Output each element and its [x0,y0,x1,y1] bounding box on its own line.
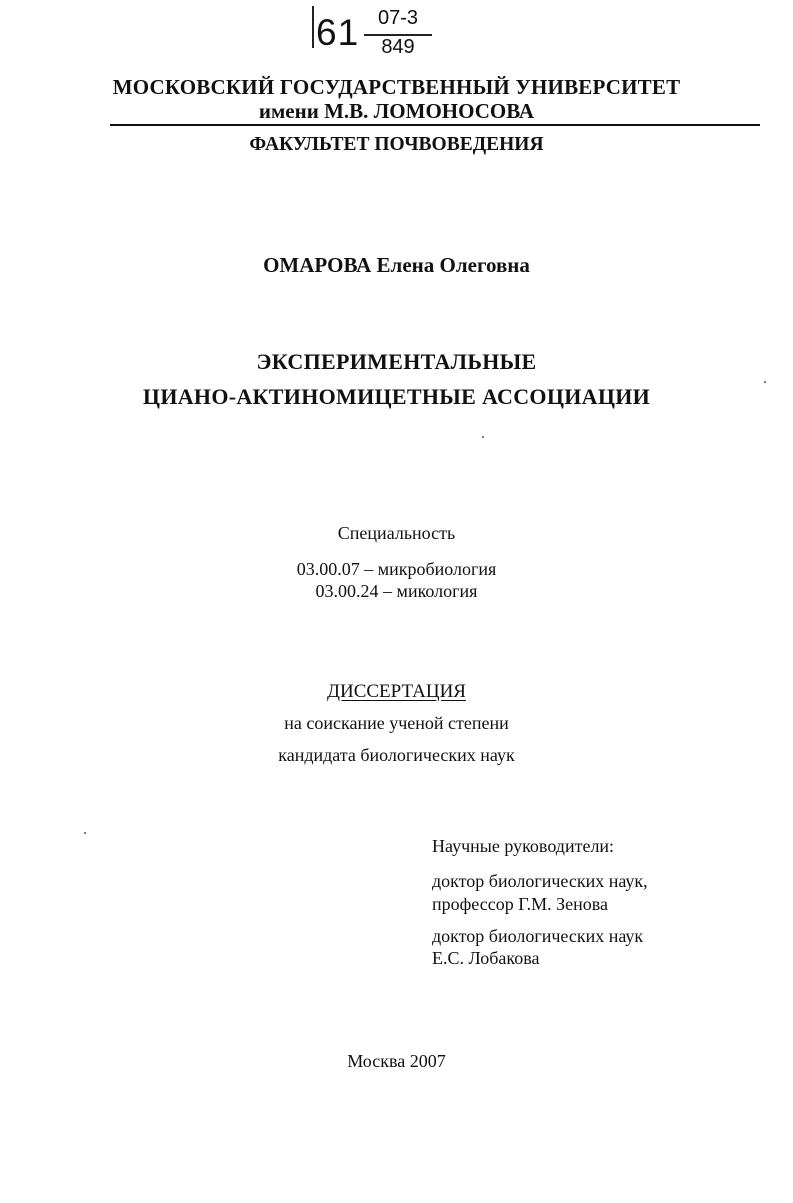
thesis-title-line-2: ЦИАНО-АКТИНОМИЦЕТНЫЕ АССОЦИАЦИИ [142,384,651,409]
advisor-degree: доктор биологических наук, [432,871,648,891]
scan-speck [84,832,86,834]
dissertation-label: ДИССЕРТАЦИЯ [327,681,466,702]
scan-speck [764,381,766,383]
advisor-degree: доктор биологических наук [432,926,644,946]
header-divider [110,124,760,126]
faculty-name: ФАКУЛЬТЕТ ПОЧВОВЕДЕНИЯ [249,134,544,155]
specialty-item: 03.00.07 – микробиология [296,559,497,579]
catalog-code-numerator: 07-3 [377,7,419,29]
specialty-item: 03.00.24 – микология [315,581,478,601]
city-year: Москва 2007 [347,1051,446,1071]
author-name: ОМАРОВА Елена Олеговна [263,253,530,277]
thesis-title-line-1: ЭКСПЕРИМЕНТАЛЬНЫЕ [256,349,537,374]
university-name: МОСКОВСКИЙ ГОСУДАРСТВЕННЫЙ УНИВЕРСИТЕТ [112,75,681,99]
catalog-code-bar [312,6,314,48]
advisors-label: Научные руководители: [432,836,615,856]
catalog-code-denominator: 849 [381,36,415,58]
dissertation-degree-line-2: кандидата биологических наук [278,745,515,765]
specialty-label: Специальность [337,523,456,543]
university-named-after: имени М.В. ЛОМОНОСОВА [258,99,535,123]
dissertation-degree-line-1: на соискание ученой степени [284,713,509,733]
scan-speck [482,436,484,438]
advisor-name: профессор Г.М. Зенова [432,894,608,914]
advisor-name: Е.С. Лобакова [432,948,540,968]
catalog-code-main: 61 [316,12,360,53]
